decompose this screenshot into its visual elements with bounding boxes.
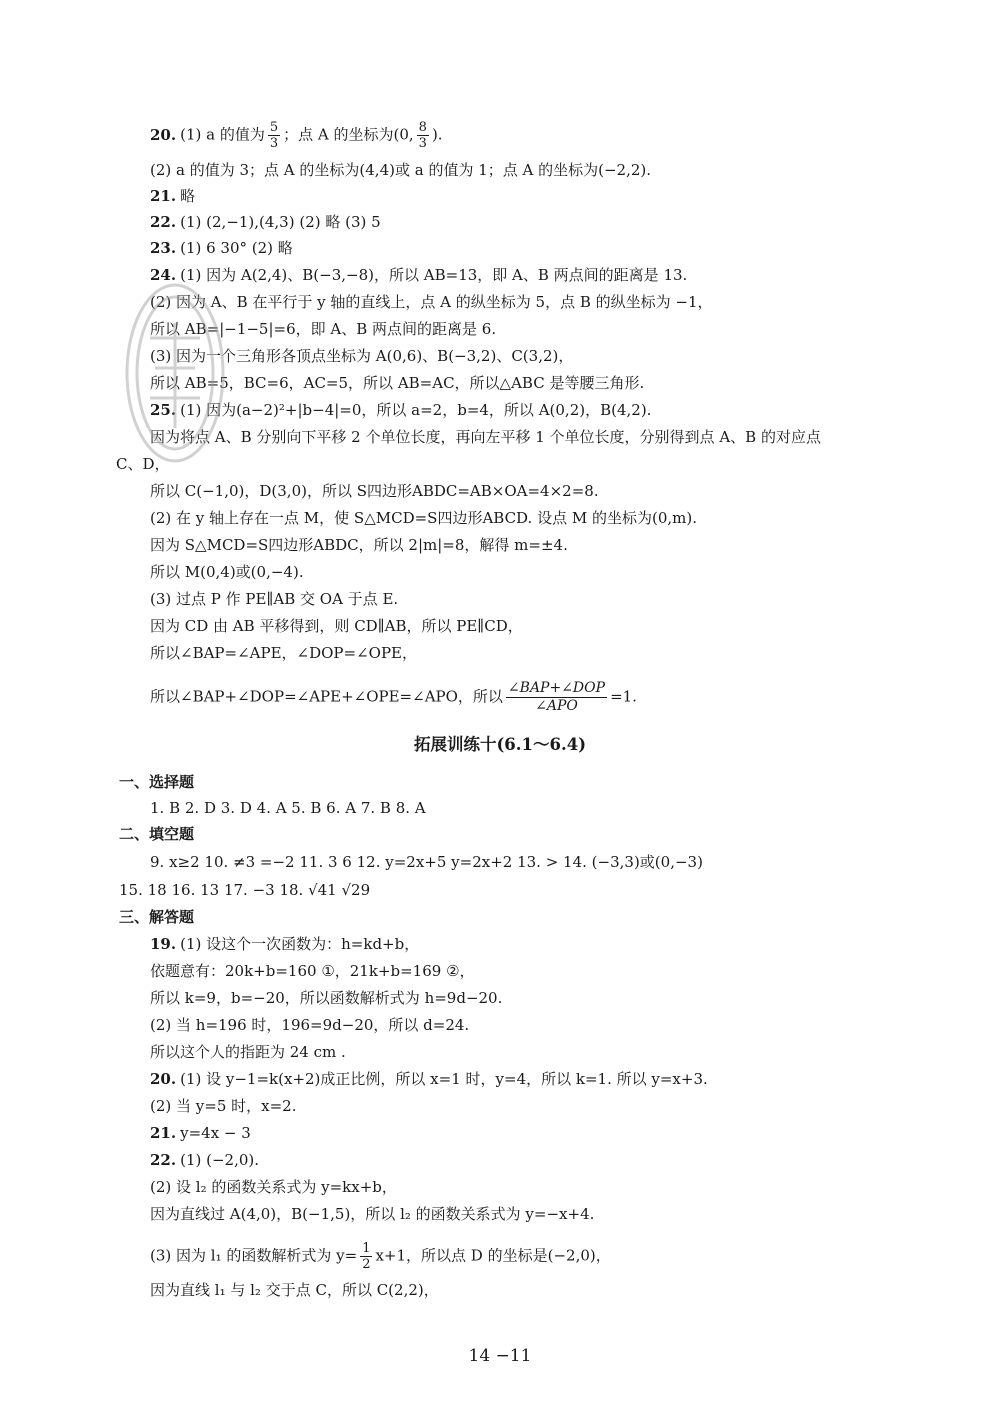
answer-21: 21. 略 (150, 187, 196, 205)
multiple-choice-answers: 1. B 2. D 3. D 4. A 5. B 6. A 7. B 8. A (150, 799, 426, 817)
problem-22-part2: (2) 设 l₂ 的函数关系式为 y=kx+b， (150, 1178, 397, 1196)
answer-25-part2: 因为将点 A、B 分别向下平移 2 个单位长度，再向左平移 1 个单位长度，分别得到点 A、B 的对应点 (150, 428, 821, 446)
problem-19-part3: 所以 k=9，b=−20，所以函数解析式为 h=9d−20. (150, 989, 503, 1007)
fill-blank-answers-1: 9. x≥2 10. ≠3 =−2 11. 3 6 12. y=2x+5 y=2x+2 13. > 14. (−3,3)或(0,−3) (150, 853, 703, 871)
answer-25-part9: 因为 CD 由 AB 平移得到，则 CD∥AB，所以 PE∥CD， (150, 617, 523, 635)
answer-24-part3: 所以 AB=|−1−5|=6，即 A、B 两点间的距离是 6. (150, 320, 497, 338)
fraction-5-3: $\frac{5}{3}$ (269, 120, 279, 151)
heading-multiple-choice: 一、选择题 (119, 773, 195, 791)
answer-24-part4: (3) 因为一个三角形各顶点坐标为 A(0,6)、B(−3,2)、C(3,2)， (150, 347, 574, 365)
answer-20-part1: 20. (1) a 的值为 $\frac{5}{3}$ ；点 A 的坐标为(0, $\frac{8}{3}$ ). (150, 120, 443, 151)
answer-25-part1: 25. (1) 因为(a−2)²+|b−4|=0，所以 a=2，b=4，所以 A(0,2)，B(4,2). (150, 401, 652, 419)
fraction-8-3: $\frac{8}{3}$ (418, 120, 427, 151)
answer-22: 22. (1) (2,−1),(4,3) (2) 略 (3) 5 (150, 213, 381, 231)
problem-22-part3: 因为直线过 A(4,0)，B(−1,5)，所以 l₂ 的函数关系式为 y=−x+4. (150, 1205, 595, 1223)
answer-25-part7: 所以 M(0,4)或(0,−4). (150, 563, 304, 581)
problem-19-part2: 依题意有：20k+b=160 ①，21k+b=169 ②， (150, 962, 475, 980)
problem-20-part1: 20. (1) 设 y−1=k(x+2)成正比例，所以 x=1 时，y=4，所以 k=1. 所以 y=x+3. (150, 1070, 708, 1088)
section-title: 拓展训练十(6.1～6.4) (413, 735, 587, 754)
problem-19-part5: 所以这个人的指距为 24 cm . (150, 1043, 346, 1061)
answer-25-part10: 所以∠BAP=∠APE，∠DOP=∠OPE， (150, 644, 417, 662)
problem-20-part2: (2) 当 y=5 时，x=2. (150, 1097, 297, 1115)
heading-problems: 三、解答题 (119, 908, 195, 926)
answer-24-part2: (2) 因为 A、B 在平行于 y 轴的直线上，点 A 的纵坐标为 5，点 B 的纵坐标为 −1， (150, 293, 713, 311)
answer-20-part2: (2) a 的值为 3；点 A 的坐标为(4,4)或 a 的值为 1；点 A 的坐标为(−2,2). (150, 161, 652, 179)
problem-21: 21. y=4x − 3 (150, 1124, 251, 1142)
answer-25-part11: 所以∠BAP+∠DOP=∠APE+∠OPE=∠APO，所以 $\frac{\text{∠BAP+∠DOP}}{\text{∠APO}}$ =1. (150, 680, 637, 714)
problem-19-part1: 19. (1) 设这个一次函数为：h=kd+b， (150, 935, 420, 953)
heading-fill-blank: 二、填空题 (119, 825, 195, 843)
answer-24-part5: 所以 AB=5，BC=6，AC=5，所以 AB=AC，所以△ABC 是等腰三角形. (150, 374, 645, 392)
answer-23: 23. (1) 6 30° (2) 略 (150, 239, 293, 257)
watermark-stamp-icon (120, 278, 230, 468)
fill-blank-answers-2: 15. 18 16. 13 17. −3 18. √41 √29 (119, 881, 371, 899)
fraction-angle-ratio: $\frac{\text{∠BAP+∠DOP}}{\text{∠APO}}$ (507, 680, 606, 714)
problem-22-part5: 因为直线 l₁ 与 l₂ 交于点 C，所以 C(2,2)， (150, 1281, 439, 1299)
problem-19-part4: (2) 当 h=196 时，196=9d−20，所以 d=24. (150, 1016, 470, 1034)
answer-25-part3: C、D， (116, 455, 170, 473)
answer-24-part1: 24. (1) 因为 A(2,4)、B(−3,−8)，所以 AB=13，即 A、B 两点间的距离是 13. (150, 266, 688, 284)
answer-25-part4: 所以 C(−1,0)，D(3,0)，所以 S四边形ABDC=AB×OA=4×2=8. (150, 482, 599, 500)
page-number: 14 −11 (468, 1346, 532, 1366)
answer-25-part8: (3) 过点 P 作 PE∥AB 交 OA 于点 E. (150, 590, 399, 608)
fraction-1-2: $\frac{1}{2}$ (362, 1241, 371, 1272)
problem-22-part1: 22. (1) (−2,0). (150, 1151, 260, 1169)
problem-22-part4: (3) 因为 l₁ 的函数解析式为 y= $\frac{1}{2}$ x+1，所以点 D 的坐标是(−2,0)， (150, 1241, 611, 1272)
answer-25-part5: (2) 在 y 轴上存在一点 M，使 S△MCD=S四边形ABCD. 设点 M 的坐标为(0,m). (150, 509, 697, 527)
answer-25-part6: 因为 S△MCD=S四边形ABDC，所以 2|m|=8，解得 m=±4. (150, 536, 568, 554)
